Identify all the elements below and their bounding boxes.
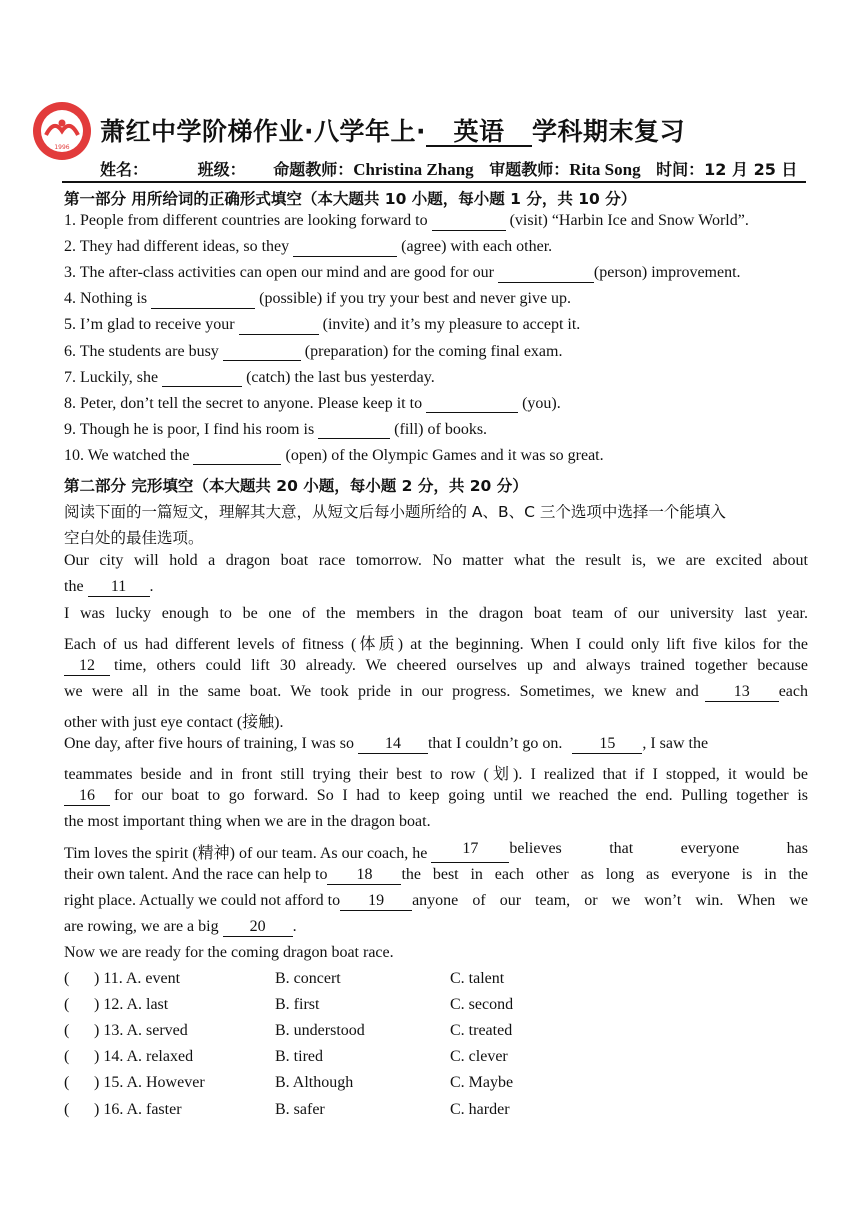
passage-line: Now we are ready for the coming dragon boat race. [64, 944, 394, 961]
answer-blank[interactable] [432, 212, 506, 231]
school-logo [32, 101, 92, 161]
part1-item: 10. We watched the (open) of the Olympic Games and it was so great. [64, 446, 604, 464]
blank-19[interactable]: 19 [340, 892, 412, 911]
part1-item: 1. People from different countries are looking forward to (visit) “Harbin Ice and Snow World”. [64, 212, 749, 229]
answer-bracket[interactable]: ( [64, 970, 70, 987]
name-label: 姓名： [100, 160, 149, 179]
title-subject: 英语 [426, 119, 532, 147]
part1-heading: 第一部分 用所给词的正确形式填空（本大题共 10 小题，每小题 1 分，共 10 分） [64, 190, 637, 208]
answer-blank[interactable] [151, 290, 255, 309]
answer-bracket[interactable]: ( [64, 1074, 70, 1092]
passage-line: are rowing, we are a big 20 . [64, 918, 297, 935]
author-name: Christina Zhang [353, 160, 474, 179]
passage-line: the 11 . [64, 578, 154, 595]
passage-line: 16 for our boat to go forward. So I had to keep going until we reached the end. Pulling together is [64, 787, 808, 806]
blank-16[interactable]: 16 [64, 787, 110, 806]
blank-15[interactable]: 15 [572, 735, 642, 754]
part2-instructions-2: 空白处的最佳选项。 [64, 529, 204, 547]
option-a: ) 16. A. faster [94, 1100, 182, 1118]
part1-item: 9. Though he is poor, I find his room is (fill) of books. [64, 420, 488, 438]
blank-14[interactable]: 14 [358, 735, 428, 754]
date: 12 月 25 日 [704, 160, 798, 179]
answer-blank[interactable] [162, 369, 242, 388]
option-c: C. clever [450, 1048, 508, 1066]
passage-line: Each of us had different levels of fitness (体质) at the beginning. When I could only lift five kilos for the [64, 636, 808, 653]
time-label: 时间： [656, 160, 705, 179]
answer-bracket[interactable]: ( [64, 1100, 70, 1118]
answer-blank[interactable] [223, 343, 301, 362]
answer-blank[interactable] [498, 264, 594, 283]
part1-item: 7. Luckily, she (catch) the last bus yesterday. [64, 368, 435, 386]
option-a: ) 15. A. However [94, 1074, 205, 1092]
option-b: B. understood [275, 1022, 365, 1040]
blank-20[interactable]: 20 [223, 918, 293, 937]
answer-blank[interactable] [193, 447, 281, 466]
option-a: ) 11. A. event [94, 970, 181, 987]
option-b: B. concert [275, 970, 341, 987]
passage-line: 12 time, others could lift 30 already. We cheered ourselves up and always trained together because [64, 657, 808, 676]
option-c: C. talent [450, 970, 505, 987]
reviewer-name: Rita Song [569, 160, 641, 179]
option-a: ) 13. A. served [94, 1022, 188, 1040]
option-b: B. safer [275, 1100, 325, 1118]
answer-bracket[interactable]: ( [64, 1022, 70, 1040]
part1-item: 4. Nothing is (possible) if you try your best and never give up. [64, 290, 572, 308]
answer-bracket[interactable]: ( [64, 1048, 70, 1066]
answer-blank[interactable] [426, 395, 518, 414]
option-c: C. Maybe [450, 1074, 514, 1092]
part1-item: 2. They had different ideas, so they (agree) with each other. [64, 238, 553, 256]
blank-18[interactable]: 18 [327, 866, 401, 885]
option-b: B. tired [275, 1048, 323, 1066]
option-a: ) 12. A. last [94, 996, 169, 1014]
part1-item: 8. Peter, don’t tell the secret to anyone. Please keep it to (you). [64, 394, 561, 412]
class-label: 班级： [197, 160, 246, 179]
logo-year: 1996 [54, 144, 70, 151]
blank-13[interactable]: 13 [705, 683, 779, 702]
answer-blank[interactable] [318, 421, 390, 440]
title-prefix: 萧红中学阶梯作业·八学年上· [100, 117, 426, 146]
passage-line: I was lucky enough to be one of the members in the dragon boat team of our university last year. [64, 605, 808, 622]
answer-bracket[interactable]: ( [64, 996, 70, 1014]
info-line [100, 157, 805, 180]
passage-line: we were all in the same boat. We took pride in our progress. Sometimes, we knew and 13 each [64, 683, 808, 700]
part1-item: 6. The students are busy (preparation) for the coming final exam. [64, 342, 563, 360]
answer-blank[interactable] [239, 316, 319, 335]
part1-item: 3. The after-class activities can open our mind and are good for our (person) improvement. [64, 264, 741, 282]
part2-instructions-1: 阅读下面的一篇短文，理解其大意，从短文后每小题所给的 A、B、C 三个选项中选择一个能填入 [64, 503, 726, 521]
part2-heading: 第二部分 完形填空（本大题共 20 小题，每小题 2 分，共 20 分） [64, 477, 528, 495]
page-title [100, 112, 685, 148]
passage-line: other with just eye contact (接触). [64, 714, 284, 731]
passage-line: the most important thing when we are in the dragon boat. [64, 813, 431, 830]
reviewer-label: 审题教师： [489, 160, 570, 179]
option-c: C. harder [450, 1100, 510, 1118]
blank-17[interactable]: 17 [431, 840, 509, 863]
option-a: ) 14. A. relaxed [94, 1048, 194, 1066]
passage-line: teammates beside and in front still trying their best to row (划). I realized that if I stopped, it would be [64, 766, 808, 783]
option-c: C. treated [450, 1022, 513, 1040]
option-b: B. first [275, 996, 320, 1014]
author-label: 命题教师： [273, 160, 354, 179]
passage-line: right place. Actually we could not afford to 19 anyone of our team, or we won’t win. When we [64, 892, 808, 909]
option-c: C. second [450, 996, 514, 1014]
passage-line: Our city will hold a dragon boat race tomorrow. No matter what the result is, we are excited about [64, 552, 808, 569]
blank-11[interactable]: 11 [88, 578, 150, 597]
passage-line: their own talent. And the race can help to 18 the best in each other as long as everyone is in the [64, 866, 808, 883]
part1-item: 5. I’m glad to receive your (invite) and it’s my pleasure to accept it. [64, 316, 581, 334]
blank-12[interactable]: 12 [64, 657, 110, 676]
passage-line: One day, after five hours of training, I was so 14 that I couldn’t go on. 15 , I saw the [64, 735, 709, 752]
option-b: B. Although [275, 1074, 354, 1092]
header-divider [62, 181, 806, 183]
passage-line: Tim loves the spirit (精神) of our team. As our coach, he 17 believes that everyone has [64, 840, 808, 862]
title-suffix: 学科期末复习 [532, 117, 686, 146]
answer-blank[interactable] [293, 238, 397, 257]
